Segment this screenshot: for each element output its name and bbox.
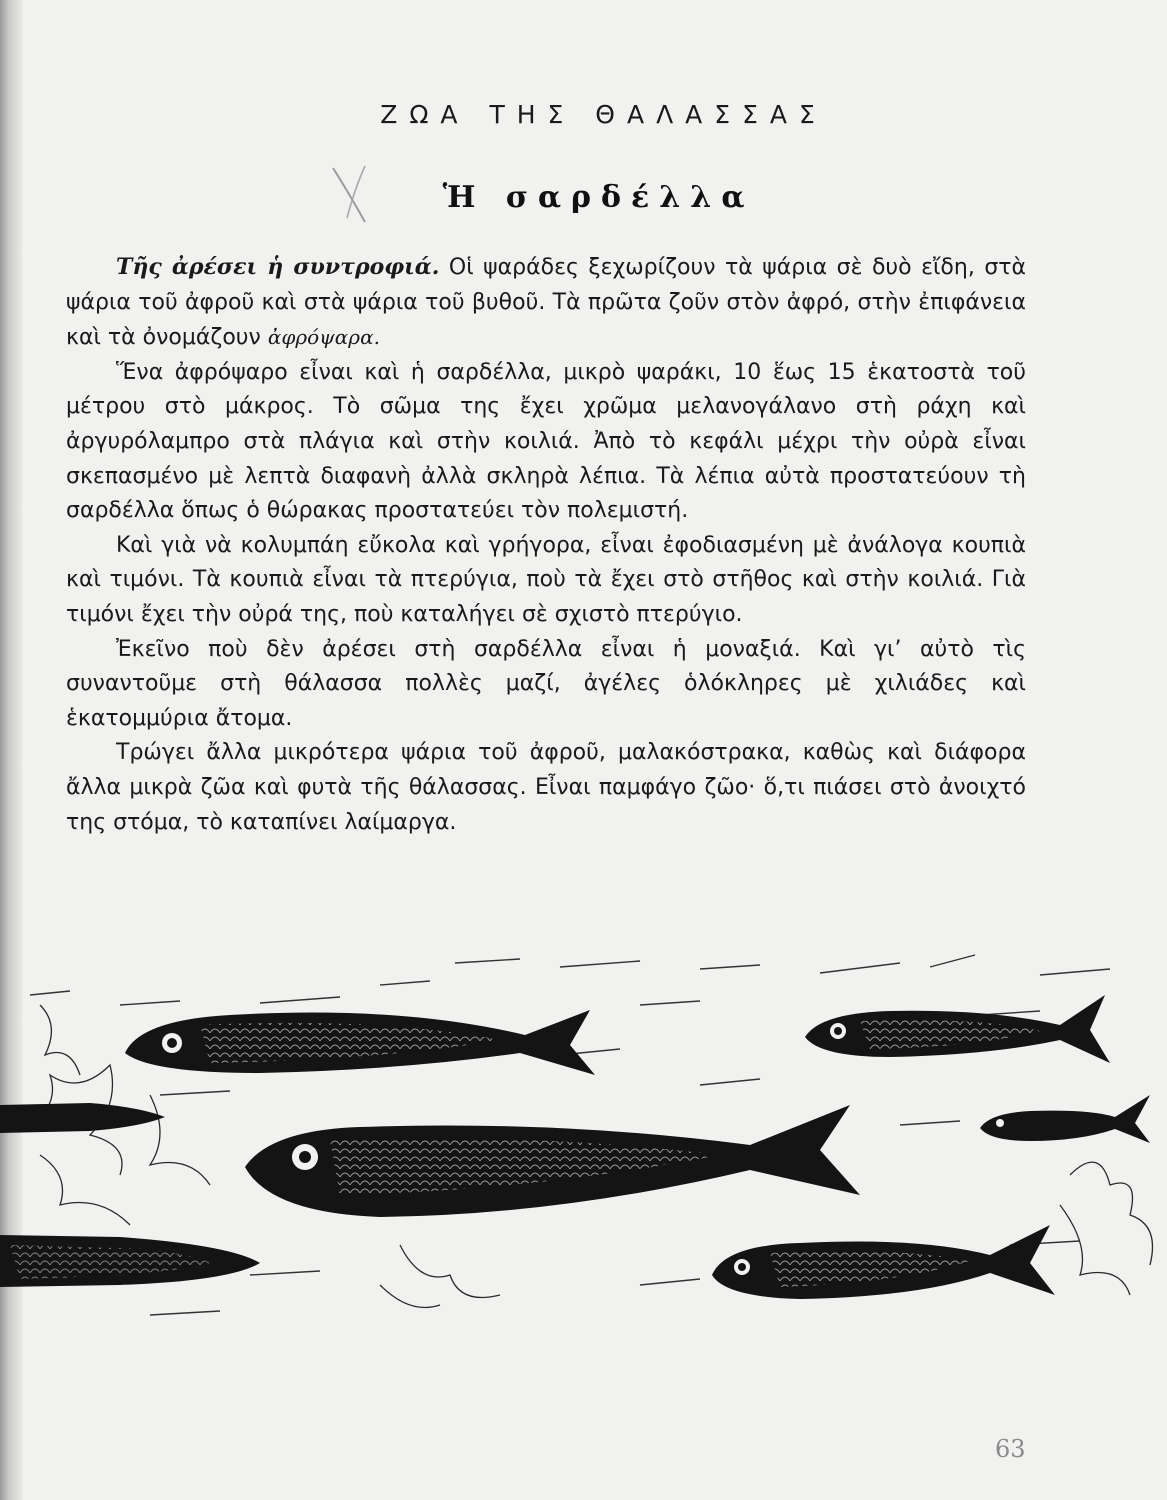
paragraph-5: Τρώγει ἄλλα μικρότερα ψάρια τοῦ ἀφροῦ, μαλακόστρακα, καθὼς καὶ διάφορα ἄλλα μικρὰ ζῶα καὶ φυτὰ τῆς θάλασσας. Εἶναι παμφάγο ζῶο· ὅ,τι πιάσει στὸ ἀνοιχτό της στόμα, τὸ καταπίνει λαίμαργα. — [66, 740, 1026, 835]
paragraph-2: Ἕνα ἀφρόψαρο εἶναι καὶ ἡ σαρδέλλα, μικρὸ ψαράκι, 10 ἕως 15 ἑκατοστὰ τοῦ μέτρου στὸ μάκρος. Τὸ σῶμα της ἔχει χρῶμα μελανογάλανο στὴ ράχη καὶ ἀργυρόλαμπρο στὰ πλάγια καὶ στὴν κοιλιά. Ἀπὸ τὸ κεφάλι μέχρι τὴν οὐρὰ εἶναι σκεπασμένο μὲ λεπτὰ διαφανὴ ἀλλὰ σκληρὰ λέπια. Τὰ λέπια αὐτὰ προστατεύουν τὴ σαρδέλλα ὅπως ὁ θώρακας προστατεύει τὸν πολεμιστή. — [66, 359, 1026, 524]
sardine-3 — [245, 1105, 860, 1217]
sardine-7 — [712, 1225, 1055, 1299]
italic-term: ἀφρόψαρα. — [267, 325, 380, 350]
chapter-title: Ἡ σαρδέλλα — [442, 180, 755, 215]
article-body — [66, 250, 1026, 840]
sardine-1 — [125, 1010, 595, 1075]
paragraph-4: Ἐκεῖνο ποὺ δὲν ἀρέσει στὴ σαρδέλλα εἶναι ἡ μοναξιά. Καὶ γι’ αὐτὸ τὶς συναντοῦμε στὴ θάλασσα πολλὲς μαζί, ἀγέλες ὁλόκληρες μὲ χιλιάδες καὶ ἑκατομμύρια ἄτομα. — [66, 636, 1026, 731]
paragraph-lead: Τῆς ἀρέσει ἡ συντροφιά. — [116, 254, 440, 280]
sardine-4 — [805, 995, 1110, 1063]
page-number: 63 — [995, 1435, 1026, 1463]
paragraph-1 — [66, 250, 1026, 356]
sardine-5 — [980, 1095, 1150, 1143]
paragraph-1-text: Οἱ ψαράδες ξεχωρίζουν τὰ ψάρια σὲ δυὸ εἴδη, στὰ ψάρια τοῦ ἀφροῦ καὶ στὰ ψάρια τοῦ βυθοῦ. Τὰ πρῶτα ζοῦν στὸν ἀφρό, στὴν ἐπιφάνεια καὶ τὰ ὀνομάζουν — [66, 255, 1027, 351]
sardine-illustration — [0, 945, 1167, 1365]
sardine-6 — [0, 1235, 260, 1287]
section-title: ΖΩΑ ΤΗΣ ΘΑΛΑΣΣΑΣ — [380, 100, 827, 129]
sardine-2 — [0, 1103, 165, 1133]
paragraph-3: Καὶ γιὰ νὰ κολυμπάη εὔκολα καὶ γρήγορα, εἶναι ἐφοδιασμένη μὲ ἀνάλογα κουπιὰ καὶ τιμόνι. Τὰ κουπιὰ εἶναι τὰ πτερύγια, ποὺ τὰ ἔχει στὸ στῆθος καὶ στὴν κοιλιά. Γιὰ τιμόνι ἔχει τὴν οὐρά της, ποὺ καταλήγει σὲ σχιστὸ πτερύγιο. — [66, 532, 1026, 627]
